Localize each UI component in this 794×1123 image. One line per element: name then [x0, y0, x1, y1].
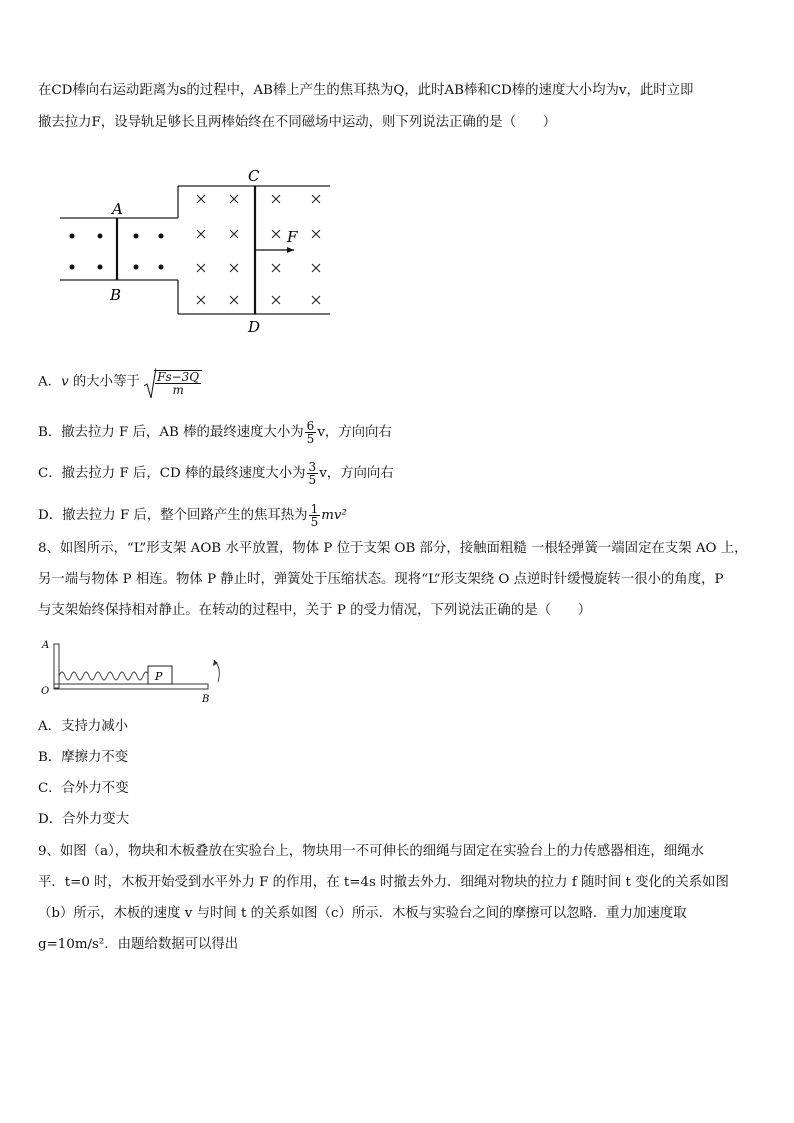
option-7a-text: 的大小等于 — [68, 374, 140, 390]
option-7a-denominator: m — [172, 383, 184, 397]
question-8-line-2: 另一端与物体 P 相连。物体 P 静止时，弹簧处于压缩状态。现将“L”形支架绕 O 点逆时针缓慢旋转一很小的角度，P — [38, 572, 724, 587]
option-7c — [38, 461, 394, 486]
option-7d-tail: mv² — [321, 508, 347, 523]
label-f: F — [287, 228, 298, 246]
option-7b-denominator: 5 — [306, 432, 315, 446]
option-7d-numerator: 1 — [310, 502, 319, 516]
figure-rails-magnetic-field — [58, 164, 358, 339]
option-7a-prefix: A． — [38, 374, 62, 390]
label-b: B — [110, 286, 122, 304]
sqrt-sign-icon — [144, 366, 156, 400]
option-7c-text: C．撤去拉力 F 后，CD 棒的最终速度大小为 — [38, 466, 306, 481]
sqrt-expression — [144, 368, 202, 396]
label-o: O — [41, 686, 50, 697]
question-9-line-3: （b）所示，木板的速度 v 与时间 t 的关系如图（c）所示．木板与实验台之间的摩擦可以忽略．重力加速度取 — [38, 906, 687, 921]
label-a-bracket: A — [42, 640, 50, 651]
question-9-line-1: 9、如图（a），物块和木板叠放在实验台上，物块用一不可伸长的细绳与固定在实验台上的力传感器相连，细绳水 — [38, 844, 704, 859]
option-7b — [38, 420, 392, 445]
question-8-line-1: 8、如图所示，“L”形支架 AOB 水平放置，物体 P 位于支架 OB 部分，接触面粗糙 一根轻弹簧一端固定在支架 AO 上， — [38, 541, 748, 556]
question-7-stem-line-1: 在CD棒向右运动距离为s的过程中，AB棒上产生的焦耳热为Q，此时AB棒和CD棒的速度大小均为v，此时立即 — [38, 83, 694, 98]
option-7d-text: D．撤去拉力 F 后，整个回路产生的焦耳热为 — [38, 508, 308, 523]
option-8b: B．摩擦力不变 — [38, 750, 129, 765]
question-7-stem-line-2: 撤去拉力F，设导轨足够长且两棒始终在不同磁场中运动，则下列说法正确的是（ ） — [38, 115, 557, 130]
label-p: P — [155, 670, 163, 683]
question-9-line-4: g=10m/s²．由题给数据可以得出 — [38, 937, 239, 952]
question-8-line-3: 与支架始终保持相对静止。在转动的过程中，关于 P 的受力情况，下列说法正确的是（ ） — [38, 603, 592, 618]
option-7b-tail: v，方向向右 — [317, 425, 392, 440]
question-9-line-2: 平．t=0 时，木板开始受到水平外力 F 的作用，在 t=4s 时撤去外力．细绳对物块的拉力 f 随时间 t 变化的关系如图 — [38, 875, 729, 890]
option-7d-denominator: 5 — [310, 515, 319, 529]
label-b-bracket: B — [202, 694, 210, 705]
option-8c: C．合外力不变 — [38, 781, 129, 796]
label-a: A — [112, 200, 123, 218]
option-7b-text: B．撤去拉力 F 后，AB 棒的最终速度大小为 — [38, 425, 304, 440]
option-7a-numerator: Fs−3Q — [157, 370, 200, 384]
option-7b-numerator: 6 — [306, 419, 315, 433]
label-c: C — [248, 167, 260, 185]
label-d: D — [248, 318, 261, 336]
figure-l-bracket-spring — [36, 636, 236, 708]
option-7c-tail: v，方向向右 — [319, 466, 394, 481]
option-8a: A．支持力减小 — [38, 719, 129, 734]
option-7d — [38, 503, 347, 528]
option-7a-var: v — [61, 374, 69, 390]
option-7c-numerator: 3 — [308, 460, 317, 474]
option-7a — [38, 368, 202, 396]
option-8d: D．合外力变大 — [38, 812, 130, 827]
option-7c-denominator: 5 — [308, 473, 317, 487]
force-arrow — [256, 247, 294, 253]
